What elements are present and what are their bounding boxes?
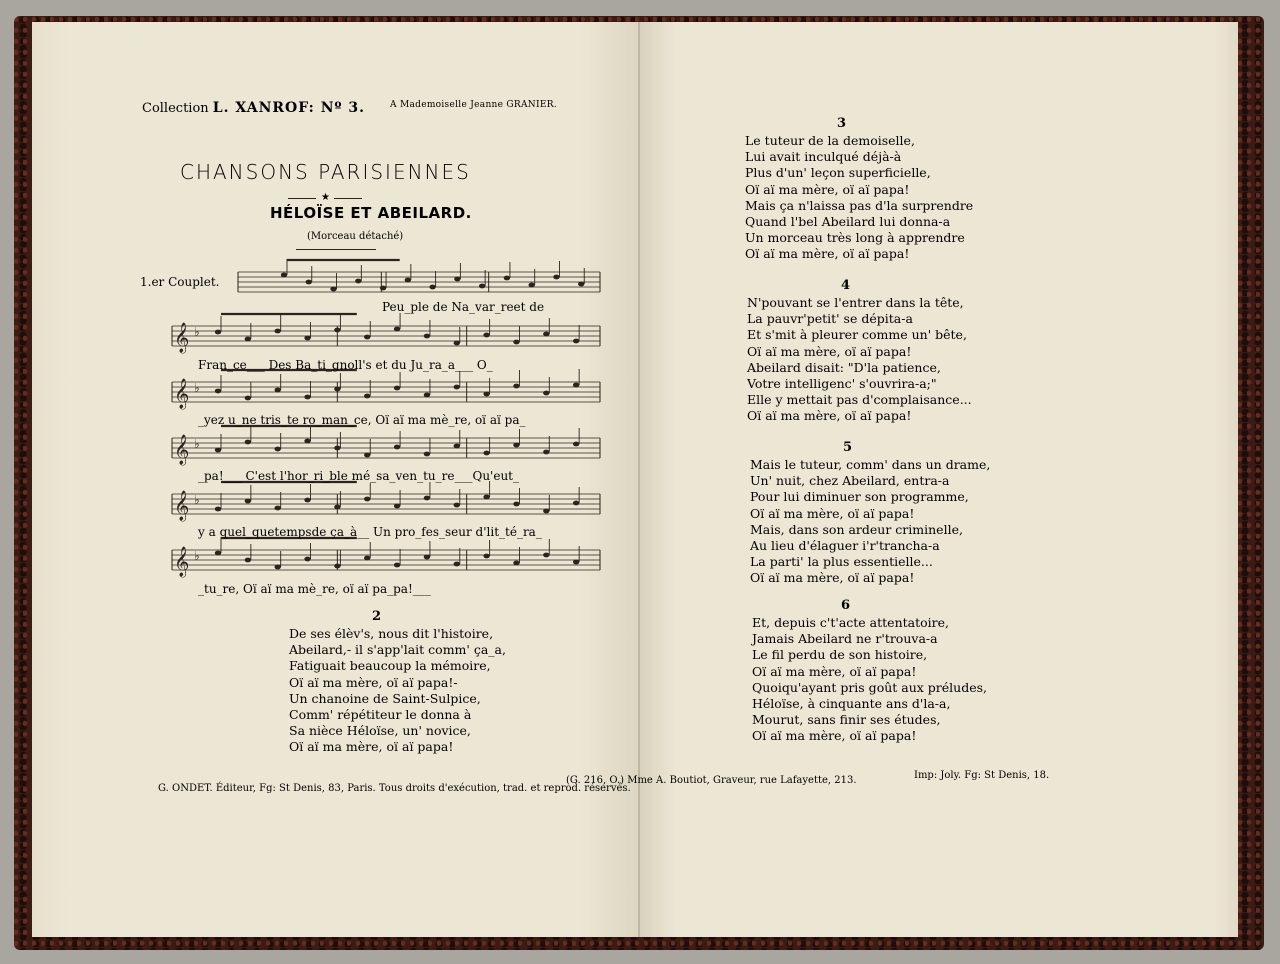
note-head <box>245 396 251 401</box>
note-head <box>394 327 400 332</box>
note-head <box>553 275 559 280</box>
note-head <box>543 332 549 337</box>
engraver-footer: (G. 216, O.) Mme A. Boutiot, Graveur, rue Lafayette, 213. <box>566 775 857 786</box>
collection-name: L. XANROF: Nº 3. <box>212 100 366 116</box>
lyric-line-6: _tu_re, Oï aï ma mè_re, oï aï pa_pa!___ <box>198 582 431 596</box>
note-head <box>513 561 519 566</box>
verse-number: 5 <box>843 440 853 455</box>
note-head <box>573 339 579 344</box>
verse-line: Elle y mettait pas d'complaisance... <box>747 392 972 408</box>
note-head <box>394 445 400 450</box>
note-head <box>405 278 411 283</box>
note-head <box>245 337 251 342</box>
verse-line: Oï aï ma mère, oï aï papa! <box>750 505 915 521</box>
note-head <box>364 335 370 340</box>
title-rule-right <box>334 198 362 199</box>
note-head <box>364 497 370 502</box>
note-head <box>330 287 336 292</box>
verse-line: Quoiqu'ayant pris goût aux préludes, <box>752 679 987 695</box>
verse-4 <box>747 295 972 425</box>
note-head <box>543 450 549 455</box>
note-head <box>483 392 489 397</box>
verse-line: Mais ça n'laissa pas d'la surprendre <box>745 197 974 213</box>
note-head <box>304 498 310 503</box>
note-head <box>513 384 519 389</box>
verse-line: Un morceau très long à apprendre <box>745 230 965 246</box>
note-head <box>215 507 221 512</box>
verse-line: Oï aï ma mère, oï aï papa! <box>752 728 917 744</box>
note-head <box>543 391 549 396</box>
note-head <box>334 505 340 510</box>
treble-clef: 𝄞 <box>174 323 190 353</box>
verse-line: Oï aï ma mère, oï aï papa! <box>289 739 454 755</box>
lyric-line-2: Fran_ce___ Des Ba_ti_gnoll's et du Ju_ra_a___ O_ <box>198 358 493 372</box>
verse-line: Mais le tuteur, comm' dans un drame, <box>750 457 991 472</box>
verse-number: 6 <box>841 598 851 613</box>
note-head <box>334 328 340 333</box>
note-head <box>355 279 361 284</box>
note-head <box>573 560 579 565</box>
note-head <box>364 453 370 458</box>
note-head <box>424 555 430 560</box>
note-head <box>543 553 549 558</box>
note-head <box>483 333 489 338</box>
note-head <box>274 447 280 452</box>
treble-clef: 𝄞 <box>174 435 190 465</box>
note-head <box>483 451 489 456</box>
verse-6 <box>752 615 987 745</box>
publisher-footer: G. ONDET. Éditeur, Fg: St Denis, 83, Paris. Tous droits d'exécution, trad. et reprod. réservés. <box>158 783 631 794</box>
note-head <box>306 280 312 285</box>
verse-line: Oï aï ma mère, oï aï papa! <box>745 246 910 262</box>
note-head <box>429 285 435 290</box>
flat-key-signature: ♭ <box>194 437 200 451</box>
treble-clef: 𝄞 <box>174 379 190 409</box>
verse-line: Et s'mit à pleurer comme un' bête, <box>747 327 967 343</box>
verse-line: Mais, dans son ardeur criminelle, <box>750 521 963 537</box>
verse-line: Quand l'bel Abeilard lui donna-a <box>745 214 951 230</box>
verse-line: Sa nièce Héloïse, un' novice, <box>289 723 471 739</box>
note-head <box>454 341 460 346</box>
note-head <box>281 273 287 278</box>
flat-key-signature: ♭ <box>194 325 200 339</box>
note-head <box>215 448 221 453</box>
note-head <box>454 385 460 390</box>
note-head <box>573 383 579 388</box>
treble-clef: 𝄞 <box>174 547 190 577</box>
star-ornament: ★ <box>321 192 330 203</box>
note-head <box>513 340 519 345</box>
song-title: HÉLOÏSE ET ABEILARD. <box>270 204 472 222</box>
verse-line: Abeilard disait: "D'la patience, <box>747 359 941 375</box>
note-head <box>504 276 510 281</box>
verse-line: Plus d'un' leçon superficielle, <box>745 165 931 181</box>
dedication: A Mademoiselle Jeanne GRANIER. <box>390 100 557 110</box>
subtitle: (Morceau détaché) <box>307 231 404 242</box>
note-head <box>334 446 340 451</box>
note-head <box>454 503 460 508</box>
note-head <box>394 386 400 391</box>
note-head <box>424 393 430 398</box>
verse-line: De ses élèv's, nous dit l'histoire, <box>289 626 494 641</box>
note-head <box>424 452 430 457</box>
lyric-line-3: _yez u_ne tris_te ro_man_ce, Oï aï ma mè_re, oï aï pa_ <box>198 413 526 427</box>
note-head <box>364 556 370 561</box>
series-title: CHANSONS PARISIENNES <box>180 160 471 184</box>
verse-line: Oï aï ma mère, oï aï papa! <box>750 570 915 586</box>
verse-5 <box>750 457 990 587</box>
note-head <box>528 283 534 288</box>
treble-clef: 𝄞 <box>174 491 190 521</box>
collection-header <box>142 100 365 116</box>
verse-line: Votre intelligenc' s'ouvrira-a;" <box>747 376 937 392</box>
note-head <box>304 439 310 444</box>
note-head <box>304 557 310 562</box>
note-head <box>215 330 221 335</box>
note-head <box>274 506 280 511</box>
note-head <box>454 444 460 449</box>
verse-line: Oï aï ma mère, oï aï papa!- <box>289 674 458 690</box>
note-head <box>483 495 489 500</box>
note-head <box>245 558 251 563</box>
collection-label: Collection <box>142 101 209 116</box>
note-head <box>454 277 460 282</box>
verse-line: Lui avait inculqué déjà-à <box>745 149 902 165</box>
note-head <box>304 395 310 400</box>
note-head <box>513 443 519 448</box>
verse-line: Au lieu d'élaguer i'r'trancha-a <box>750 538 940 554</box>
flat-key-signature: ♭ <box>194 493 200 507</box>
note-head <box>334 564 340 569</box>
note-head <box>304 336 310 341</box>
verse-line: Et, depuis c't'acte attentatoire, <box>752 615 949 630</box>
book-gutter <box>638 22 640 937</box>
verse-line: Oï aï ma mère, oï aï papa! <box>752 663 917 679</box>
note-head <box>334 387 340 392</box>
printer-footer: Imp: Joly. Fg: St Denis, 18. <box>914 770 1050 781</box>
verse-line: Pour lui diminuer son programme, <box>750 489 969 505</box>
lyric-line-1: Peu_ple de Na_var_reet de <box>382 300 545 314</box>
note-head <box>364 394 370 399</box>
note-head <box>424 334 430 339</box>
note-head <box>513 502 519 507</box>
verse-number: 3 <box>837 116 847 131</box>
note-head <box>215 551 221 556</box>
note-head <box>479 284 485 289</box>
verse-line: N'pouvant se l'entrer dans la tête, <box>747 295 964 310</box>
verse-line: Mourut, sans finir ses études, <box>752 712 941 728</box>
note-head <box>424 496 430 501</box>
note-head <box>454 562 460 567</box>
verse-line: Un' nuit, chez Abeilard, entra-a <box>750 473 950 489</box>
verse-line: Comm' répétiteur le donna à <box>289 707 472 723</box>
note-head <box>380 286 386 291</box>
verse-number: 4 <box>841 278 851 293</box>
verse-line: Jamais Abeilard ne r'trouva-a <box>752 631 938 647</box>
note-head <box>245 499 251 504</box>
note-head <box>483 554 489 559</box>
verse-line: Un chanoine de Saint-Sulpice, <box>289 690 481 706</box>
lyric-line-5: y a quel_quetempsde ça_à__ Un pro_fes_seur d'lit_té_ra_ <box>198 525 542 539</box>
verse-line: Fatiguait beaucoup la mémoire, <box>289 658 491 674</box>
note-head <box>578 282 584 287</box>
verse-line: Le fil perdu de son histoire, <box>752 647 928 663</box>
lyric-line-4: _pa!___ C'est l'hor_ri_ble mé_sa_ven_tu_re___Qu'eut_ <box>198 469 519 483</box>
verse-line: Héloïse, à cinquante ans d'la-a, <box>752 696 951 712</box>
verse-line: Oï aï ma mère, oï aï papa! <box>747 408 912 424</box>
verse-line: Oï aï ma mère, oï aï papa! <box>745 181 910 197</box>
verse-line: La parti' la plus essentielle... <box>750 554 933 570</box>
note-head <box>245 440 251 445</box>
verse-line: La pauvr'petit' se dépita-a <box>747 311 913 327</box>
verse-number: 2 <box>372 609 382 624</box>
note-head <box>543 509 549 514</box>
verse-line: Oï aï ma mère, oï aï papa! <box>747 343 912 359</box>
verse-3 <box>745 133 973 263</box>
note-head <box>274 565 280 570</box>
flat-key-signature: ♭ <box>194 381 200 395</box>
note-head <box>274 329 280 334</box>
note-head <box>274 388 280 393</box>
title-rule-left <box>288 198 316 199</box>
note-head <box>394 504 400 509</box>
flat-key-signature: ♭ <box>194 549 200 563</box>
verse-line: Abeilard,- il s'app'lait comm' ça_a, <box>289 642 506 658</box>
note-head <box>573 442 579 447</box>
note-head <box>215 389 221 394</box>
note-head <box>394 563 400 568</box>
note-head <box>573 501 579 506</box>
couplet-label: 1.er Couplet. <box>140 275 220 289</box>
verse-line: Le tuteur de la demoiselle, <box>745 133 915 148</box>
verse-2 <box>289 626 506 756</box>
